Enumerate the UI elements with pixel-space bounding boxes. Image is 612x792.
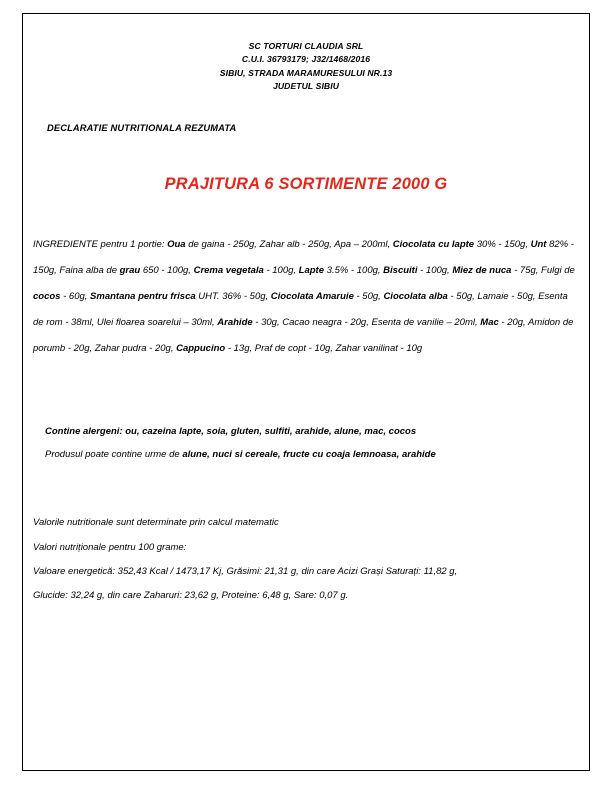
ingredient-detail: - 100g, — [417, 264, 453, 276]
ingredient-detail: - 20g, Amidon de porumb - 20g, Zahar pudra - 20g, — [33, 316, 574, 354]
document-content — [23, 14, 589, 770]
allergens-may-contain-prefix: Produsul poate contine urme de — [45, 448, 183, 460]
section-title: DECLARATIE NUTRITIONALA REZUMATA — [47, 122, 237, 133]
ingredient-name: Ciocolata alba — [383, 290, 448, 302]
ingredient-detail: - 75g, Fulgi de — [511, 264, 575, 276]
company-registration: C.U.I. 36793179; J32/1468/2016 — [241, 54, 371, 65]
ingredient-name: Ciocolata Amaruie — [270, 290, 354, 302]
ingredient-name: grau — [119, 264, 141, 276]
nutrition-block — [33, 510, 575, 608]
ingredients-list — [33, 239, 575, 354]
ingredient-name: Biscuiti — [383, 264, 418, 276]
ingredient-name: Miez de nuca — [452, 264, 512, 276]
ingredient-name: Oua — [167, 238, 186, 250]
ingredient-name: Ciocolata cu lapte — [392, 238, 475, 250]
nutrition-values — [33, 560, 575, 608]
ingredients-lead: INGREDIENTE pentru 1 portie: — [33, 238, 165, 250]
nutrition-values-line-1: Valoare energetică: 352,43 Kcal / 1473,17 Kj, Grăsimi: 21,31 g, din care Acizi Grași Saturați: 11,82 g, — [33, 565, 458, 577]
ingredient-name: Mac — [480, 316, 499, 328]
nutrition-values-line-2: Glucide: 32,24 g, din care Zaharuri: 23,62 g, Proteine: 6,48 g, Sare: 0,07 g. — [33, 589, 349, 601]
ingredient-detail: - 60g, — [60, 290, 91, 302]
ingredient-name: Unt — [530, 238, 547, 250]
ingredient-detail: - 30g, Cacao neagra - 20g, Esenta de vanilie – 20ml, — [252, 316, 481, 328]
company-county: JUDETUL SIBIU — [272, 81, 340, 92]
ingredient-detail: - 50g, Lamaie - 50g, Esenta de rom - 38ml, Ulei floarea soarelui – 30ml, — [33, 290, 568, 328]
allergens-may-contain — [45, 443, 589, 466]
ingredient-name: Crema vegetala — [193, 264, 264, 276]
ingredient-detail: de gaina - 250g, Zahar alb - 250g, Apa – 200ml, — [185, 238, 393, 250]
allergens-may-contain-list: alune, nuci si cereale, fructe cu coaja lemnoasa, arahide — [182, 448, 436, 460]
ingredients-paragraph — [33, 232, 575, 362]
ingredient-name: Lapte — [298, 264, 325, 276]
ingredient-name: Cappucino — [176, 342, 226, 354]
ingredient-detail: - 13g, Praf de copt - 10g, Zahar vanilinat - 10g — [225, 342, 423, 354]
ingredient-name: Smantana pentru frisca — [90, 290, 196, 302]
company-name: SC TORTURI CLAUDIA SRL — [248, 41, 364, 51]
company-address: SIBIU, STRADA MARAMURESULUI NR.13 — [219, 67, 393, 78]
ingredient-detail: - 50g, — [353, 290, 384, 302]
product-title: PRAJITURA 6 SORTIMENTE 2000 G — [164, 174, 448, 193]
nutrition-method-note: Valorile nutritionale sunt determinate prin calcul matematic — [33, 516, 279, 528]
allergens-block — [45, 420, 589, 466]
ingredient-detail: - 100g, — [263, 264, 299, 276]
ingredient-detail: 3.5% - 100g, — [324, 264, 384, 276]
ingredient-name: Arahide — [217, 316, 253, 328]
nutrition-per-100g-label: Valori nutriționale pentru 100 grame: — [33, 541, 187, 553]
allergens-contains: Contine alergeni: ou, cazeina lapte, soia, gluten, sulfiti, arahide, alune, mac, cocos — [45, 425, 417, 437]
company-header — [23, 40, 589, 94]
ingredient-detail: UHT. 36% - 50g, — [195, 290, 271, 302]
ingredient-name: cocos — [33, 290, 61, 302]
ingredient-detail: 82% - 150g, Faina alba de — [33, 238, 574, 276]
ingredient-detail: 30% - 150g, — [474, 238, 531, 250]
ingredient-detail: 650 - 100g, — [140, 264, 194, 276]
